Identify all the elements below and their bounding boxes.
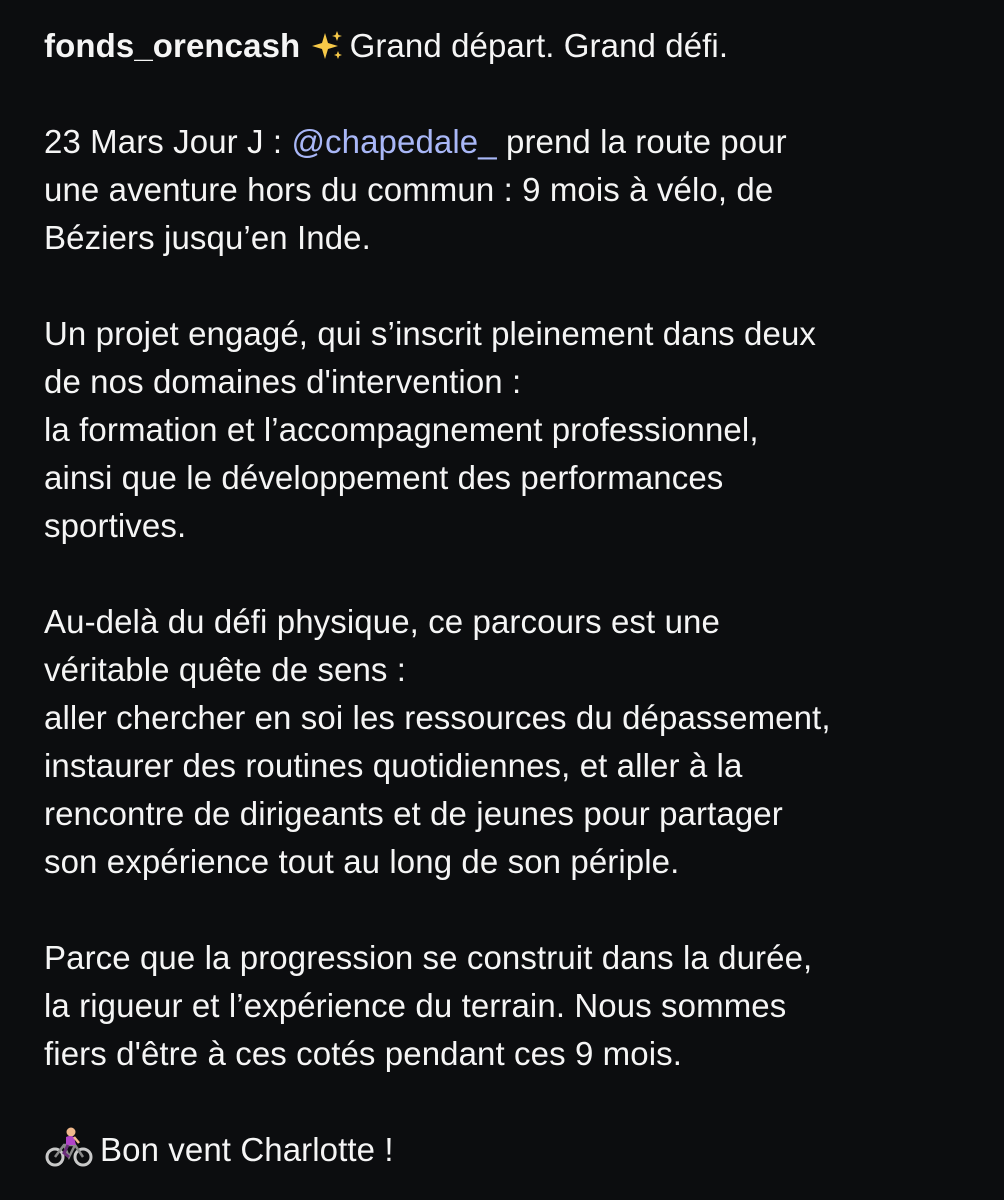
caption-line: son expérience tout au long de son périple. (44, 843, 680, 880)
caption-line: Béziers jusqu’en Inde. (44, 219, 371, 256)
caption-headline: Grand départ. Grand défi. (349, 27, 729, 64)
caption-line: aller chercher en soi les ressources du dépassement, (44, 699, 831, 736)
post-caption (44, 22, 984, 1174)
caption-line: instaurer des routines quotidiennes, et aller à la (44, 747, 743, 784)
caption-text: prend la route pour (496, 123, 787, 160)
caption-line: de nos domaines d'intervention : (44, 363, 522, 400)
paragraph-gap (44, 262, 984, 310)
paragraph-gap (44, 1078, 984, 1126)
caption-line: sportives. (44, 507, 187, 544)
caption-line: ainsi que le développement des performances (44, 459, 724, 496)
caption-closing-text: Bon vent Charlotte ! (100, 1131, 394, 1168)
caption-text: 23 Mars Jour J : (44, 123, 292, 160)
paragraph-gap (44, 886, 984, 934)
caption-closing (44, 1126, 984, 1174)
paragraph-gap (44, 70, 984, 118)
caption-line: fiers d'être à ces cotés pendant ces 9 mois. (44, 1035, 683, 1072)
cyclist-icon (44, 1127, 94, 1167)
sparkles-icon (310, 29, 344, 63)
caption-line: la rigueur et l’expérience du terrain. Nous sommes (44, 987, 787, 1024)
username-link[interactable]: fonds_orencash (44, 27, 301, 64)
caption-line: une aventure hors du commun : 9 mois à vélo, de (44, 171, 774, 208)
caption-line (44, 118, 984, 166)
paragraph-gap (44, 550, 984, 598)
caption-line: Au-delà du défi physique, ce parcours est une (44, 603, 720, 640)
caption-line: la formation et l’accompagnement professionnel, (44, 411, 759, 448)
mention-link[interactable]: @chapedale_ (291, 123, 497, 160)
caption-header (44, 22, 984, 70)
caption-line: Parce que la progression se construit dans la durée, (44, 939, 813, 976)
caption-line: Un projet engagé, qui s’inscrit pleinement dans deux (44, 315, 816, 352)
caption-line: rencontre de dirigeants et de jeunes pour partager (44, 795, 783, 832)
caption-line: véritable quête de sens : (44, 651, 407, 688)
